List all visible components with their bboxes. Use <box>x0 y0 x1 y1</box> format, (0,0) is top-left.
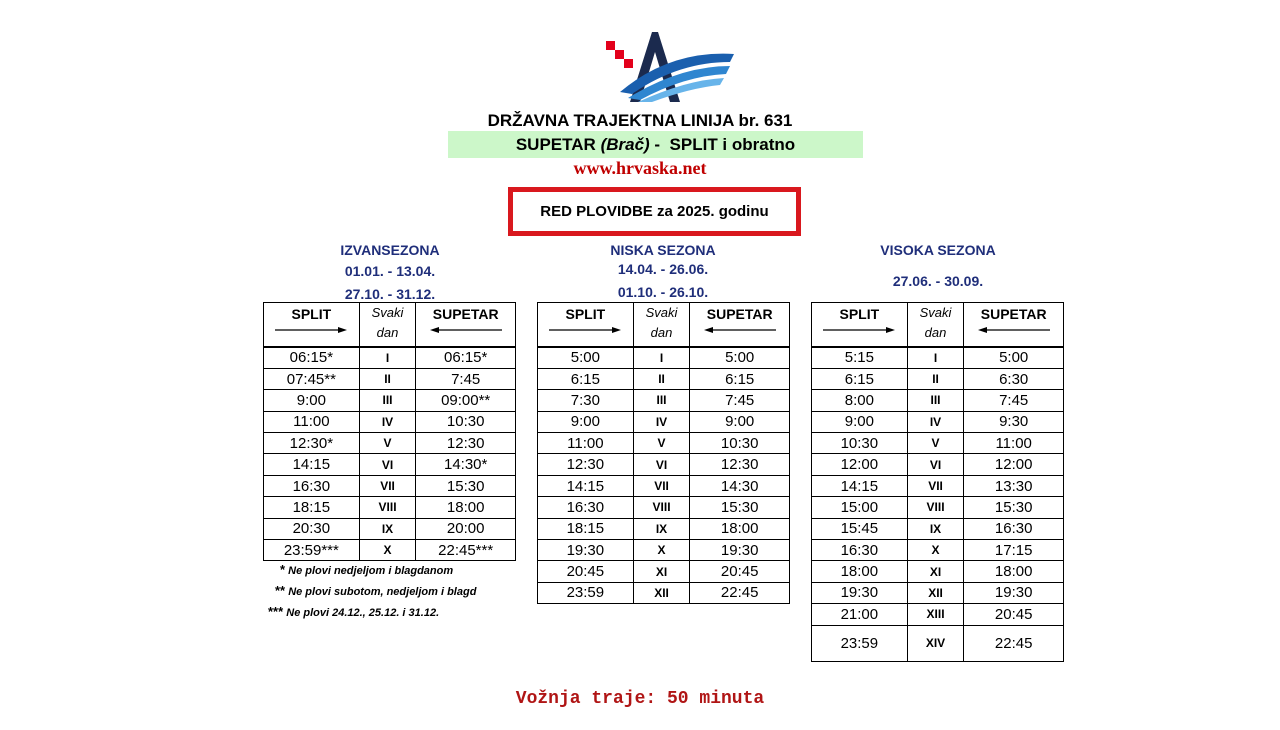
col-header-svaki-dan <box>633 303 690 348</box>
footnote-2-mark: ** <box>275 583 286 598</box>
table-row <box>812 390 1064 411</box>
supetar-departure: 7:45 <box>690 390 790 411</box>
line-title: DRŽAVNA TRAJEKTNA LINIJA br. 631 <box>487 111 793 130</box>
col-header-supetar-label: SUPETAR <box>706 306 773 322</box>
split-departure: 11:00 <box>538 433 634 454</box>
trip-number: I <box>907 347 964 368</box>
supetar-departure: 10:30 <box>690 433 790 454</box>
col-header-split-label: SPLIT <box>565 306 606 322</box>
trip-number: III <box>633 390 690 411</box>
table-row <box>812 540 1064 561</box>
supetar-departure: 7:45 <box>416 368 516 389</box>
supetar-departure: 6:30 <box>964 368 1064 389</box>
split-departure: 10:30 <box>812 433 908 454</box>
table-row <box>812 368 1064 389</box>
table-row <box>538 368 790 389</box>
table-row <box>264 368 516 389</box>
col-header-svaki-dan <box>359 303 416 348</box>
trip-number: X <box>359 540 416 561</box>
trip-number: III <box>359 390 416 411</box>
split-departure: 06:15* <box>264 347 360 368</box>
trip-number: XII <box>633 582 690 603</box>
table-row <box>538 518 790 539</box>
table-row <box>812 625 1064 661</box>
ferry-logo <box>600 30 740 104</box>
season-niska-date1: 14.04. - 26.06. <box>617 261 709 277</box>
table-row <box>538 347 790 368</box>
supetar-departure: 12:30 <box>690 454 790 475</box>
route-from-detail: (Brač) <box>600 134 650 154</box>
trip-number: VI <box>907 454 964 475</box>
arrow-left-icon <box>978 326 1050 334</box>
col-header-split-label: SPLIT <box>839 306 880 322</box>
season-izvansezona-date2: 27.10. - 31.12. <box>344 286 436 302</box>
table-row <box>812 561 1064 582</box>
season-niska-date2: 01.10. - 26.10. <box>617 284 709 300</box>
table-row <box>812 433 1064 454</box>
table-row <box>264 411 516 432</box>
table-row <box>264 347 516 368</box>
table-row <box>538 475 790 496</box>
table-row <box>264 497 516 518</box>
split-departure: 5:15 <box>812 347 908 368</box>
split-departure: 15:00 <box>812 497 908 518</box>
supetar-departure: 22:45*** <box>416 540 516 561</box>
table-row <box>812 604 1064 625</box>
supetar-departure: 11:00 <box>964 433 1064 454</box>
table-row <box>264 390 516 411</box>
supetar-departure: 12:30 <box>416 433 516 454</box>
arrow-right-icon <box>275 326 347 334</box>
table-row <box>812 454 1064 475</box>
supetar-departure: 19:30 <box>690 540 790 561</box>
season-izvansezona-date1: 01.01. - 13.04. <box>344 263 436 279</box>
table-row <box>812 475 1064 496</box>
split-departure: 6:15 <box>812 368 908 389</box>
route-to: SPLIT <box>669 134 718 154</box>
website-link[interactable]: www.hrvaska.net <box>573 158 707 178</box>
table-row <box>538 433 790 454</box>
col-header-dan: dan <box>376 325 399 340</box>
supetar-departure: 22:45 <box>690 582 790 603</box>
footnote-1 <box>280 562 453 577</box>
split-departure: 23:59 <box>812 625 908 661</box>
split-departure: 12:00 <box>812 454 908 475</box>
supetar-departure: 18:00 <box>690 518 790 539</box>
supetar-departure: 19:30 <box>964 582 1064 603</box>
col-header-dan: dan <box>650 325 673 340</box>
supetar-departure: 9:30 <box>964 411 1064 432</box>
table-row <box>538 411 790 432</box>
split-departure: 12:30* <box>264 433 360 454</box>
split-departure: 19:30 <box>812 582 908 603</box>
split-departure: 14:15 <box>264 454 360 475</box>
supetar-departure: 7:45 <box>964 390 1064 411</box>
footnote-3-text: Ne plovi 24.12., 25.12. i 31.12. <box>286 607 440 619</box>
trip-number: IV <box>633 411 690 432</box>
trip-number: V <box>907 433 964 454</box>
split-departure: 9:00 <box>264 390 360 411</box>
supetar-departure: 18:00 <box>416 497 516 518</box>
trip-number: IX <box>359 518 416 539</box>
table-row <box>264 433 516 454</box>
season-izvansezona-name: IZVANSEZONA <box>340 242 440 258</box>
supetar-departure: 5:00 <box>964 347 1064 368</box>
trip-number: XII <box>907 582 964 603</box>
trip-number: VIII <box>907 497 964 518</box>
trip-number: XIV <box>907 625 964 661</box>
trip-number: I <box>633 347 690 368</box>
trip-number: X <box>907 540 964 561</box>
col-header-svaki-dan <box>907 303 964 348</box>
supetar-departure: 12:00 <box>964 454 1064 475</box>
table-row <box>264 475 516 496</box>
split-departure: 16:30 <box>538 497 634 518</box>
supetar-departure: 06:15* <box>416 347 516 368</box>
footnote-1-text: Ne plovi nedjeljom i blagdanom <box>288 565 454 577</box>
season-visoka-name: VISOKA SEZONA <box>880 242 996 258</box>
split-departure: 23:59*** <box>264 540 360 561</box>
table-row <box>538 497 790 518</box>
trip-number: XI <box>907 561 964 582</box>
supetar-departure: 09:00** <box>416 390 516 411</box>
supetar-departure: 15:30 <box>416 475 516 496</box>
split-departure: 14:15 <box>812 475 908 496</box>
route-from: SUPETAR <box>515 134 596 154</box>
split-departure: 20:45 <box>538 561 634 582</box>
split-departure: 15:45 <box>812 518 908 539</box>
trip-number: VIII <box>633 497 690 518</box>
trip-number: IX <box>907 518 964 539</box>
split-departure: 16:30 <box>264 475 360 496</box>
supetar-departure: 15:30 <box>690 497 790 518</box>
table-row <box>538 561 790 582</box>
split-departure: 16:30 <box>812 540 908 561</box>
trip-number: IV <box>907 411 964 432</box>
trip-number: X <box>633 540 690 561</box>
supetar-departure: 14:30 <box>690 475 790 496</box>
footnote-2 <box>275 583 476 598</box>
supetar-departure: 17:15 <box>964 540 1064 561</box>
split-departure: 9:00 <box>538 411 634 432</box>
trip-number: VII <box>633 475 690 496</box>
table-row <box>812 582 1064 603</box>
split-departure: 8:00 <box>812 390 908 411</box>
col-header-split <box>264 303 360 348</box>
season-niska-name: NISKA SEZONA <box>610 242 716 258</box>
col-header-svaki: Svaki <box>645 305 678 320</box>
col-header-svaki: Svaki <box>919 305 952 320</box>
trip-number: VI <box>359 454 416 475</box>
split-departure: 5:00 <box>538 347 634 368</box>
schedule-title: RED PLOVIDBE za 2025. godinu <box>508 187 801 236</box>
trip-number: III <box>907 390 964 411</box>
supetar-departure: 13:30 <box>964 475 1064 496</box>
supetar-departure: 14:30* <box>416 454 516 475</box>
split-departure: 12:30 <box>538 454 634 475</box>
split-departure: 6:15 <box>538 368 634 389</box>
table-row <box>812 518 1064 539</box>
season-visoka-date1: 27.06. - 30.09. <box>892 273 984 289</box>
supetar-departure: 20:45 <box>690 561 790 582</box>
split-departure: 18:00 <box>812 561 908 582</box>
col-header-split-label: SPLIT <box>291 306 332 322</box>
supetar-departure: 10:30 <box>416 411 516 432</box>
split-departure: 11:00 <box>264 411 360 432</box>
arrow-left-icon <box>704 326 776 334</box>
col-header-supetar <box>690 303 790 348</box>
trip-number: II <box>359 368 416 389</box>
trip-number: I <box>359 347 416 368</box>
timetable-izvansezona <box>263 302 516 561</box>
table-row <box>538 454 790 475</box>
table-row <box>812 347 1064 368</box>
trip-number: VII <box>907 475 964 496</box>
col-header-supetar-label: SUPETAR <box>432 306 499 322</box>
supetar-departure: 15:30 <box>964 497 1064 518</box>
supetar-departure: 18:00 <box>964 561 1064 582</box>
trip-number: VIII <box>359 497 416 518</box>
supetar-departure: 22:45 <box>964 625 1064 661</box>
table-row <box>538 582 790 603</box>
col-header-supetar-label: SUPETAR <box>980 306 1047 322</box>
arrow-right-icon <box>549 326 621 334</box>
split-departure: 07:45** <box>264 368 360 389</box>
split-departure: 21:00 <box>812 604 908 625</box>
split-departure: 18:15 <box>264 497 360 518</box>
route-bar <box>448 131 863 158</box>
trip-number: V <box>359 433 416 454</box>
trip-number: II <box>633 368 690 389</box>
supetar-departure: 5:00 <box>690 347 790 368</box>
split-departure: 7:30 <box>538 390 634 411</box>
col-header-split <box>538 303 634 348</box>
arrow-right-icon <box>823 326 895 334</box>
trip-number: V <box>633 433 690 454</box>
supetar-departure: 20:00 <box>416 518 516 539</box>
trip-number: VII <box>359 475 416 496</box>
supetar-departure: 20:45 <box>964 604 1064 625</box>
col-header-split <box>812 303 908 348</box>
route-suffix: i obratno <box>717 134 796 154</box>
trip-duration: Vožnja traje: 50 minuta <box>515 689 765 709</box>
table-row <box>264 518 516 539</box>
col-header-supetar <box>416 303 516 348</box>
footnote-2-text: Ne plovi subotom, nedjeljom i blagd <box>288 586 477 598</box>
supetar-departure: 6:15 <box>690 368 790 389</box>
table-row <box>264 540 516 561</box>
timetable-niska-sezona <box>537 302 790 604</box>
arrow-left-icon <box>430 326 502 334</box>
trip-number: XI <box>633 561 690 582</box>
split-departure: 23:59 <box>538 582 634 603</box>
table-row <box>538 540 790 561</box>
timetable-visoka-sezona <box>811 302 1064 662</box>
trip-number: II <box>907 368 964 389</box>
table-row <box>812 411 1064 432</box>
split-departure: 9:00 <box>812 411 908 432</box>
trip-number: IX <box>633 518 690 539</box>
table-row <box>812 497 1064 518</box>
footnote-3-mark: *** <box>268 604 284 619</box>
footnote-1-mark: * <box>280 562 286 577</box>
col-header-svaki: Svaki <box>371 305 404 320</box>
route-separator: - <box>649 134 670 154</box>
supetar-departure: 16:30 <box>964 518 1064 539</box>
split-departure: 20:30 <box>264 518 360 539</box>
split-departure: 19:30 <box>538 540 634 561</box>
table-row <box>538 390 790 411</box>
split-departure: 18:15 <box>538 518 634 539</box>
trip-number: XIII <box>907 604 964 625</box>
table-row <box>264 454 516 475</box>
footnote-3 <box>268 604 439 619</box>
col-header-supetar <box>964 303 1064 348</box>
supetar-departure: 9:00 <box>690 411 790 432</box>
col-header-dan: dan <box>924 325 947 340</box>
trip-number: VI <box>633 454 690 475</box>
trip-number: IV <box>359 411 416 432</box>
split-departure: 14:15 <box>538 475 634 496</box>
